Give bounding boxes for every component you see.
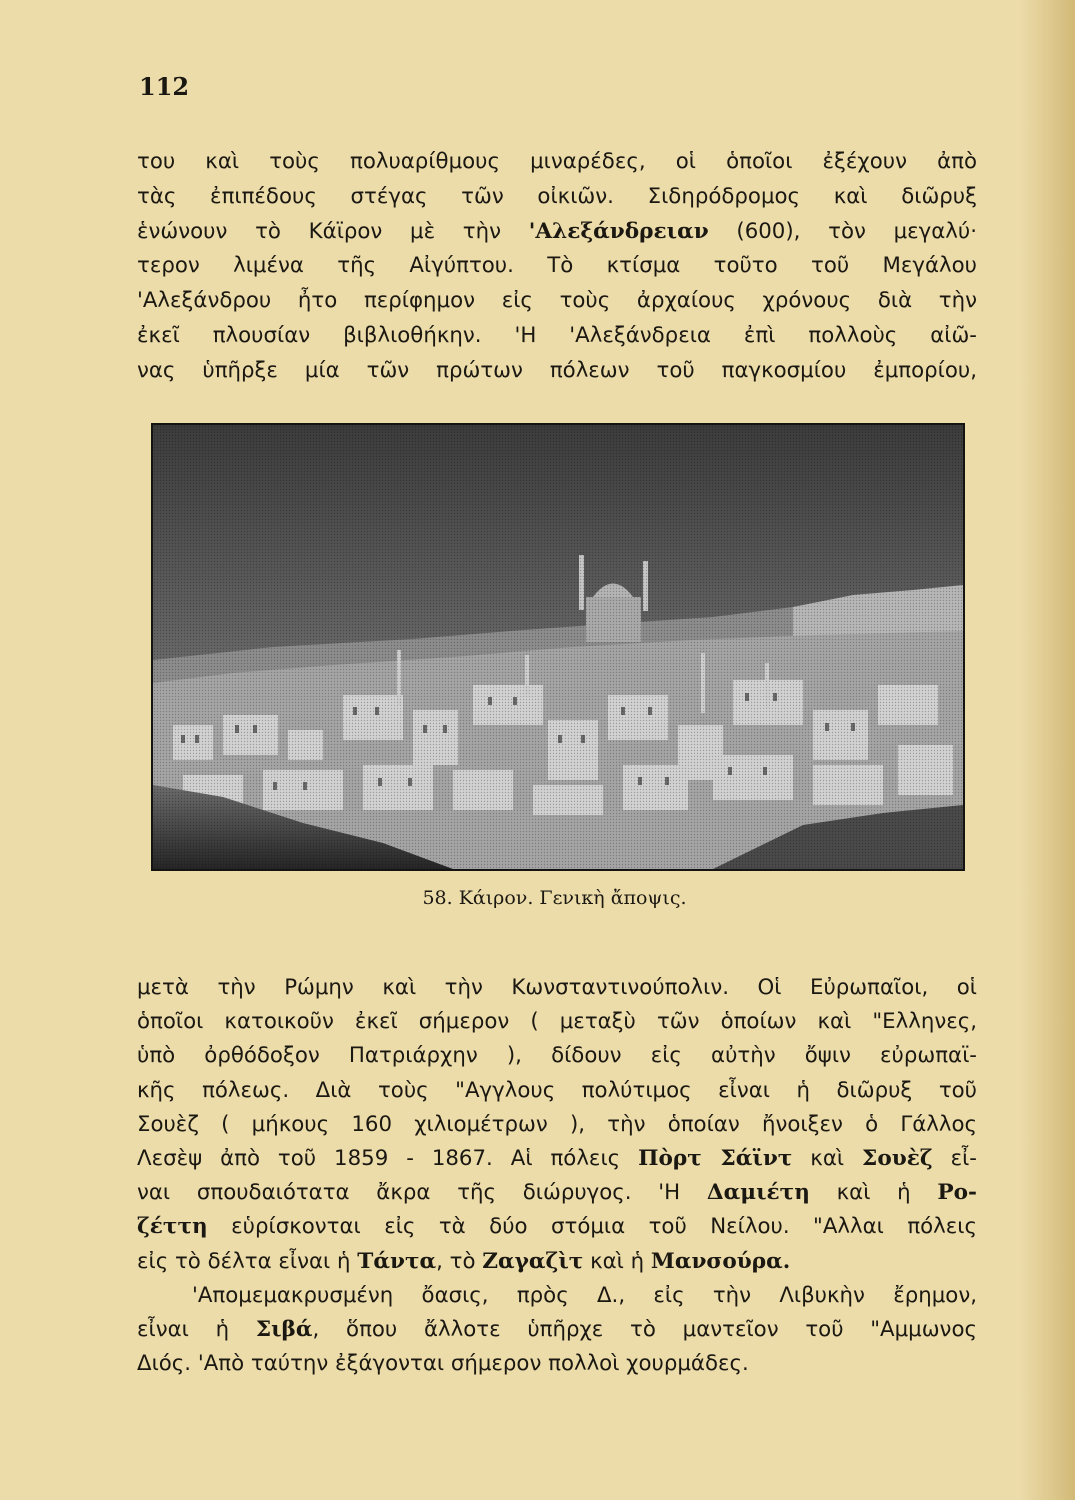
place-name: ζέττη <box>137 1214 208 1240</box>
text-line <box>137 145 977 180</box>
cairo-photo <box>151 423 965 871</box>
text-run: καὶ <box>792 1146 863 1172</box>
text-run: Διός. 'Απὸ ταύτην ἐξάγονται σήμερον πολλοὶ χουρμάδες. <box>137 1351 749 1377</box>
place-name: Σιβά <box>255 1317 313 1343</box>
text-run: Λεσὲψ ἀπὸ τοῦ 1859 - 1867. Αἱ πόλεις <box>137 1146 639 1172</box>
page-edge-shadow <box>1020 0 1075 1500</box>
text-line <box>137 249 977 284</box>
text-run: ὁποῖοι κατοικοῦν ἐκεῖ σήμερον ( μεταξὺ τῶν ὁποίων καὶ "Ελληνες, <box>137 1009 977 1035</box>
text-run: εὑρίσκονται εἰς τὰ δύο στόμια τοῦ Νείλου. "Αλλαι πόλεις <box>207 1214 977 1240</box>
text-run: τερον λιμένα τῆς Αἰγύπτου. Τὸ κτίσμα τοῦτο τοῦ Μεγάλου <box>137 253 977 279</box>
text-run: μετὰ τὴν Ρώμην καὶ τὴν Κωνσταντινούπολιν. Οἱ Εὐρωπαῖοι, οἱ <box>137 975 977 1000</box>
text-run: ἑνώνουν τὸ Κάϊρον μὲ τὴν <box>137 218 529 244</box>
text-line <box>137 1245 977 1279</box>
place-name: Δαμιέτη <box>706 1180 810 1206</box>
text-run: καὶ ἡ <box>809 1180 938 1206</box>
text-line <box>137 354 977 389</box>
text-run: κῆς πόλεως. Διὰ τοὺς "Αγγλους πολύτιμος εἶναι ἡ διῶρυξ τοῦ <box>137 1077 977 1103</box>
text-run: ναι σπουδαιότατα ἄκρα τῆς διώρυγος. 'Η <box>137 1180 707 1206</box>
page-number: 112 <box>139 72 190 101</box>
text-line <box>137 319 977 354</box>
place-name: Ρο- <box>937 1180 977 1206</box>
text-run: , τὸ <box>436 1248 483 1274</box>
place-name: Σουὲζ <box>862 1146 933 1172</box>
text-run: εἶναι ἡ <box>137 1317 256 1343</box>
text-run: (600), τὸν μεγαλύ· <box>708 218 977 244</box>
figure-caption-text: Κάιρον. Γενικὴ ἄποψις. <box>458 887 687 909</box>
text-run: τὰς ἐπιπέδους στέγας τῶν οἰκιῶν. Σιδηρόδρομος καὶ διῶρυξ <box>137 183 977 209</box>
place-name: Τάντα <box>357 1248 437 1274</box>
figure-number: 58. <box>422 887 453 909</box>
text-run: ἐκεῖ πλουσίαν βιβλιοθήκην. 'Η 'Αλεξάνδρεια ἐπὶ πολλοὺς αἰῶ- <box>137 322 977 348</box>
text-line <box>137 971 977 1005</box>
text-line <box>137 1176 977 1210</box>
place-name: Πὸρτ Σάϊντ <box>638 1146 793 1172</box>
text-line <box>137 1279 977 1313</box>
text-run: 'Απομεμακρυσμένη ὄασις, πρὸς Δ., εἰς τὴν Λιβυκὴν ἔρημον, <box>192 1282 977 1308</box>
text-line <box>137 1210 977 1244</box>
text-line <box>137 1347 977 1381</box>
text-line <box>137 180 977 215</box>
text-run: 'Αλεξάνδρου ἦτο περίφημον εἰς τοὺς ἀρχαίους χρόνους διὰ τὴν <box>137 288 977 314</box>
text-line <box>137 1108 977 1142</box>
text-run: εἶ- <box>932 1146 977 1172</box>
text-line <box>137 1039 977 1073</box>
place-name: 'Αλεξάνδρειαν <box>528 218 709 244</box>
text-run: νας ὑπῆρξε μία τῶν πρώτων πόλεων τοῦ παγκοσμίου ἐμπορίου, <box>137 357 977 383</box>
text-run: , ὅπου ἄλλοτε ὑπῆρχε τὸ μαντεῖον τοῦ "Αμμωνος <box>312 1317 977 1343</box>
text-run: καὶ ἡ <box>583 1248 651 1274</box>
text-run: ὑπὸ ὀρθόδοξον Πατριάρχην ), δίδουν εἰς αὐτὴν ὄψιν εὐρωπαϊ- <box>137 1043 977 1069</box>
text-run: του καὶ τοὺς πολυαρίθμους μιναρέδες, οἱ ὁποῖοι ἐξέχουν ἀπὸ <box>137 149 977 174</box>
text-line <box>137 1005 977 1039</box>
text-line <box>137 215 977 250</box>
text-run: εἰς τὸ δέλτα εἶναι ἡ <box>137 1248 358 1274</box>
figure-caption <box>0 887 1075 909</box>
text-line <box>137 1142 977 1176</box>
text-run: Σουὲζ ( μήκους 160 χιλιομέτρων ), τὴν ὁποίαν ἤνοιξεν ὁ Γάλλος <box>137 1111 977 1137</box>
text-line <box>137 1313 977 1347</box>
paragraph-bottom <box>137 971 977 1381</box>
text-line <box>137 1074 977 1108</box>
paragraph-top <box>137 145 977 389</box>
place-name: Ζαγαζὶτ <box>482 1248 584 1274</box>
text-line <box>137 284 977 319</box>
place-name: Μανσούρα. <box>650 1248 791 1274</box>
